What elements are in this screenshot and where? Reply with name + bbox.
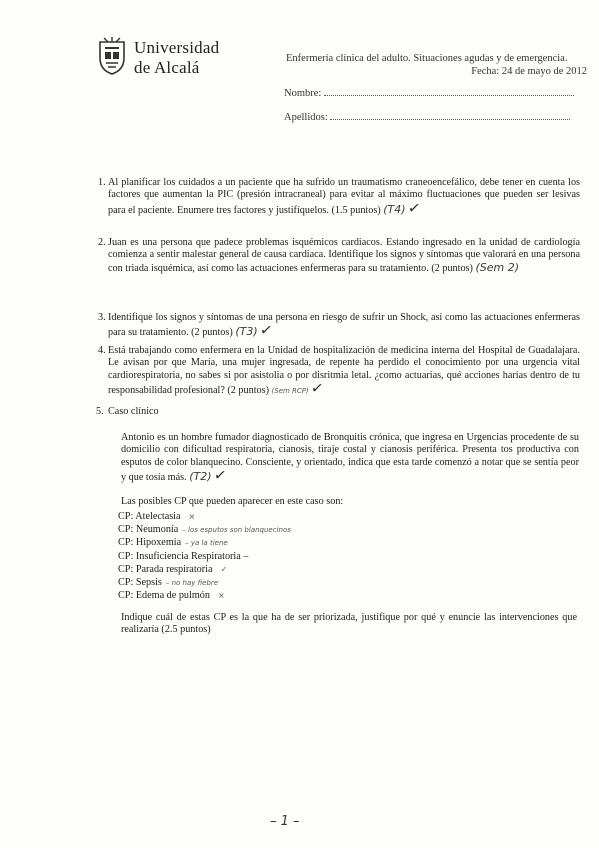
course-title: Enfermería clínica del adulto. Situaciones agudas y de emergencia.: [286, 53, 568, 64]
cp-label: CP: Neumonía: [118, 524, 179, 536]
handwritten-annotation: (T2): [189, 470, 212, 484]
surname-label: Apellidos:: [284, 112, 328, 123]
question-text: Identifique los signos y síntomas de una persona en riesgo de sufrir un Shock, así como las actuaciones enfermeras para su tratamiento. (2 puntos): [108, 312, 580, 339]
cp-label: CP: Hipoxemia: [118, 537, 182, 549]
list-item: [118, 523, 295, 536]
question-number: 2.: [98, 237, 106, 248]
list-item: [118, 536, 295, 549]
check-mark-icon: ✓: [310, 378, 326, 399]
case-question: Indique cuál de estas CP es la que ha de ser priorizada, justifique por qué y enuncie las intervenciones que realizaría (2.5 puntos): [121, 612, 577, 636]
list-item: [118, 550, 295, 563]
question-number: 1.: [98, 177, 106, 188]
cross-mark-icon: ×: [217, 591, 225, 601]
cp-intro: Las posibles CP que pueden aparecer en este caso son:: [121, 496, 344, 507]
university-logo: [96, 36, 236, 80]
question-4: [98, 345, 580, 399]
handwritten-annotation: (Sem RCP): [271, 387, 309, 396]
cp-label: CP: Atelectasia: [118, 511, 181, 522]
check-mark-icon: ✓: [220, 564, 228, 574]
question-3: [98, 312, 580, 341]
list-item: [118, 563, 295, 576]
university-name-line1: Universidad: [134, 38, 220, 57]
question-text: Al planificar los cuidados a un paciente que ha sufrido un traumatismo craneoencefálico, debe tener en cuenta los factores que aumentan la PIC (presión intracraneal) para evitar al máximo fluctuaciones que pueden ser lesivas para el paciente. Enumere tres factores y justifíquelos. (1.5 puntos): [108, 177, 580, 216]
cp-label: CP: Sepsis: [118, 576, 162, 588]
handwritten-note: – los esputos son blanquecinos: [182, 526, 291, 535]
question-text: Está trabajando como enfermera en la Unidad de hospitalización de medicina interna del Hospital de Guadalajara. Le avisan por que María, una mujer ingresada, de repente ha perdido el conocimiento por una urgencia vital cardiorespiratoria, no sabes si por asistolia o por disritmia letal. ¿como actuarías, qué acciones harías dentro de tu responsabilidad profesional? (2 puntos): [108, 345, 580, 397]
check-mark-icon: ✓: [259, 320, 274, 341]
case-paragraph: Antonio es un hombre fumador diagnosticado de Bronquitis crónica, que ingresa en Urgencias procedente de su domicilio con dificultad respiratoria, cianosis, tiraje costal y cianosis periférica. Presenta tos productiva con esputos de color blanquecino. Consciente, y orientado, indica que esta tarde comenzó a notar que se sentía peor y que tosía más.: [121, 432, 579, 484]
name-blank-line: [324, 86, 574, 96]
cp-list: [118, 510, 295, 602]
case-description: [121, 432, 579, 485]
list-item: [118, 576, 295, 589]
question-number: 5.: [96, 406, 104, 417]
university-name-line2: de Alcalá: [134, 58, 200, 77]
page-number: – 1 –: [270, 814, 300, 829]
question-number: 4.: [98, 345, 106, 356]
surname-blank-line: [330, 110, 570, 120]
name-label: Nombre:: [284, 88, 322, 99]
question-2: [98, 237, 580, 275]
handwritten-note: – no hay fiebre: [165, 578, 219, 587]
cp-label: CP: Parada respiratoria: [118, 563, 213, 575]
handwritten-annotation: (Sem 2): [475, 260, 520, 274]
list-item: [118, 589, 295, 602]
list-item: [118, 510, 295, 523]
crest-icon: [96, 36, 128, 76]
cross-mark-icon: ×: [188, 512, 196, 521]
question-5: [96, 406, 580, 418]
cp-label: CP: Edema de pulmón: [118, 590, 210, 602]
name-field: [284, 86, 584, 99]
check-mark-icon: ✓: [406, 198, 422, 218]
handwritten-annotation: (T3): [235, 325, 258, 339]
question-1: [98, 177, 580, 218]
case-title: Caso clínico: [108, 406, 159, 417]
cp-label: CP: Insuficiencia Respiratoria –: [118, 550, 249, 562]
check-mark-icon: ✓: [212, 465, 228, 486]
question-number: 3.: [98, 312, 106, 323]
handwritten-annotation: (T4): [383, 202, 406, 216]
question-text: Juan es una persona que padece problemas isquémicos cardiacos. Estando ingresado en la unidad de cardiología comienza a sentir malestar general de causa cardiaca. Identifique los signos y síntomas que valorará en una persona con triada isquémica, así como las actuaciones enfermeras para su tratamiento. (2 puntos): [108, 237, 580, 274]
handwritten-note: – ya la tiene: [185, 539, 228, 548]
surname-field: [284, 110, 584, 123]
exam-date: Fecha: 24 de mayo de 2012: [471, 66, 587, 77]
